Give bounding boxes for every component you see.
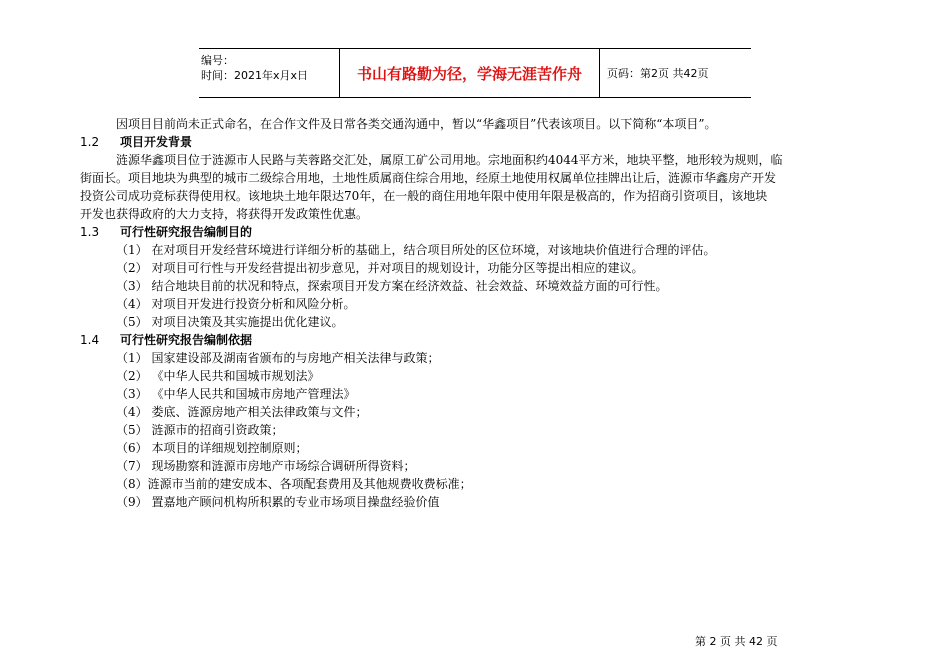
list-item: （6） 本项目的详细规划控制原则； bbox=[116, 441, 308, 455]
section-heading-1-3 bbox=[80, 223, 880, 241]
list-item: （9） 置嘉地产顾问机构所积累的专业市场项目操盘经验价值 bbox=[116, 495, 440, 509]
list-item: （1） 国家建设部及湖南省颁布的与房地产相关法律与政策； bbox=[116, 351, 440, 365]
list-item: （5） 涟源市的招商引资政策； bbox=[116, 423, 284, 437]
document-body bbox=[80, 115, 880, 511]
header-page-info: 页码：第2页 共42页 bbox=[607, 67, 709, 80]
section-number: 1.4 bbox=[80, 333, 100, 347]
section-title: 可行性研究报告编制依据 bbox=[120, 333, 253, 347]
list-item: （3） 《中华人民共和国城市房地产管理法》 bbox=[116, 387, 356, 401]
section-heading-1-2 bbox=[80, 133, 880, 151]
list-item: （5） 对项目决策及其实施提出优化建议。 bbox=[116, 315, 344, 329]
list-item: （2） 《中华人民共和国城市规划法》 bbox=[116, 369, 320, 383]
paragraph-line: 涟源华鑫项目位于涟源市人民路与芙蓉路交汇处，属原工矿公司用地。宗地面积约4044平方米，地块平整，地形较为规则，临 bbox=[116, 153, 783, 167]
section-title: 可行性研究报告编制目的 bbox=[120, 225, 253, 239]
section-heading-1-4 bbox=[80, 331, 880, 349]
header-motto: 书山有路勤为径，学海无涯苦作舟 bbox=[339, 49, 600, 97]
section-number: 1.3 bbox=[80, 225, 100, 239]
section-title: 项目开发背景 bbox=[120, 135, 193, 149]
header-number-label: 编号： bbox=[201, 54, 234, 67]
list-item: （7） 现场勘察和涟源市房地产市场综合调研所得资料； bbox=[116, 459, 416, 473]
list-item: （1） 在对项目开发经营环境进行详细分析的基础上，结合项目所处的区位环境，对该地块价值进行合理的评估。 bbox=[116, 243, 716, 257]
background-paragraph bbox=[80, 151, 880, 223]
header-time-label: 时间：2021年x月x日 bbox=[201, 69, 309, 82]
list-item: （8）涟源市当前的建安成本、各项配套费用及其他规费收费标准； bbox=[116, 477, 472, 491]
list-item: （3） 结合地块目前的状况和特点，探索项目开发方案在经济效益、社会效益、环境效益方面的可行性。 bbox=[116, 279, 668, 293]
paragraph-line: 开发也获得政府的大力支持，将获得开发政策性优惠。 bbox=[80, 207, 369, 221]
list-item: （2） 对项目可行性与开发经营提出初步意见，并对项目的规划设计，功能分区等提出相应的建议。 bbox=[116, 261, 644, 275]
page-header bbox=[199, 48, 751, 98]
section-number: 1.2 bbox=[80, 135, 100, 149]
paragraph-line: 街面长。项目地块为典型的城市二级综合用地，土地性质属商住综合用地，经原土地使用权属单位挂牌出让后，涟源市华鑫房产开发 bbox=[80, 171, 777, 185]
list-item: （4） 娄底、涟源房地产相关法律政策与文件； bbox=[116, 405, 368, 419]
list-item: （4） 对项目开发进行投资分析和风险分析。 bbox=[116, 297, 356, 311]
page-footer: 第 2 页 共 42 页 bbox=[695, 635, 778, 648]
intro-paragraph: 因项目目前尚未正式命名，在合作文件及日常各类交通沟通中，暂以“华鑫项目”代表该项目。以下简称“本项目”。 bbox=[116, 117, 717, 131]
header-meta bbox=[199, 49, 339, 97]
paragraph-line: 投资公司成功竞标获得使用权。该地块土地年限达70年，在一般的商住用地年限中使用年限是极高的，作为招商引资项目，该地块 bbox=[80, 189, 768, 203]
